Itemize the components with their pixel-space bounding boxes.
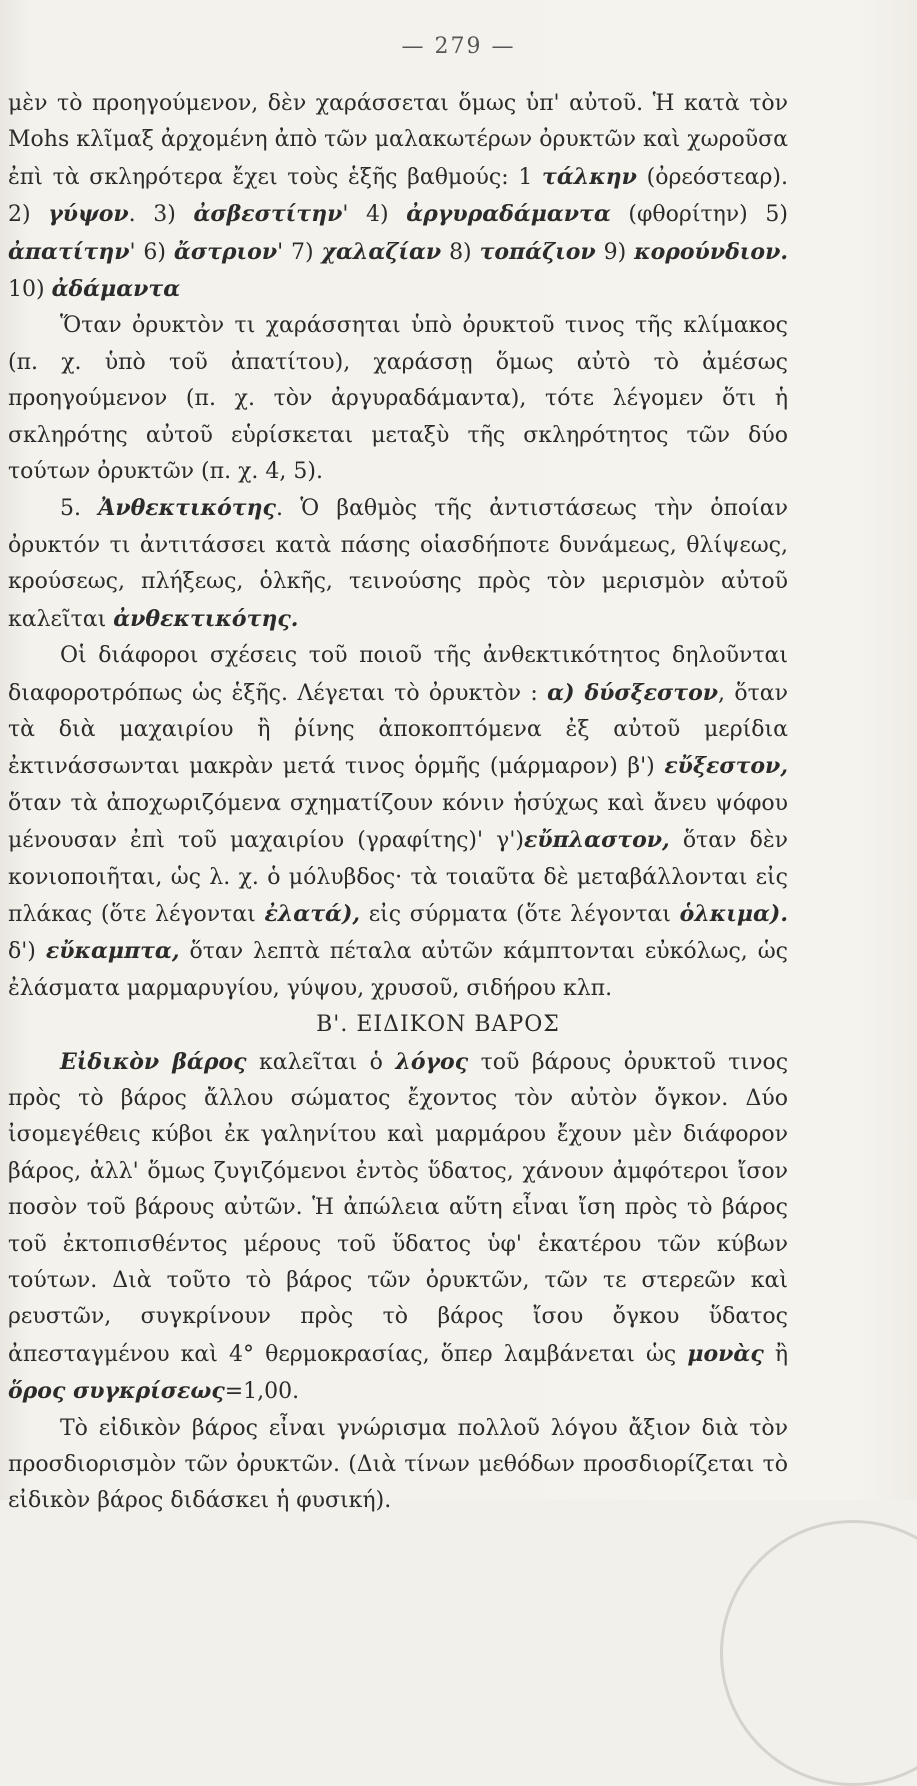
paragraph-hardness-scale: μὲν τὸ προηγούμενον, δὲν χαράσσεται ὅμως ὑπ' αὐτοῦ. Ἡ κατὰ τὸν Mohs κλῖμαξ ἀρχομένη ἀπὸ τῶν μαλακωτέρων ὀρυκτῶν καὶ χωροῦσα ἐπὶ τὰ σκληρότερα ἔχει τοὺς ἑξῆς βαθμούς: 1 τάλκην (ὀρεόστεαρ). 2) γύψον. 3) ἀσβεστίτην' 4) ἀργυραδάμαντα (φθορίτην) 5) ἀπατίτην' 6) ἄστριον' 7) χαλαζίαν 8) τοπάζιον 9) κορούνδιον. 10) ἀδάμαντα xyxy=(8,91,789,303)
term-malleable: εὔπλαστον, xyxy=(523,827,670,854)
library-stamp xyxy=(720,1520,917,1786)
term-ductile: ἐλατά), xyxy=(264,900,361,927)
term-feldspar: ἄστριον xyxy=(173,238,278,265)
term-flexible: εὔκαμπτα, xyxy=(45,938,180,965)
term-sectile: εὔξεστον, xyxy=(664,753,788,780)
term-gypsum: γύψον xyxy=(48,201,129,228)
body-text xyxy=(8,86,788,1520)
term-calcite: ἀσβεστίτην xyxy=(193,201,343,228)
paragraph-tenacity: 5. Ἀνθεκτικότης. Ὁ βαθμὸς τῆς ἀντιστάσεως τὴν ὁποίαν ὀρυκτόν τι ἀντιτάσσει κατὰ πάσης οἱασδήποτε δυνάμεως, θλίψεως, κρούσεως, πλήξεως, ὁλκῆς, τεινούσης πρὸς τὸν μερισμὸν αὐτοῦ καλεῖται ἀνθεκτικότης. xyxy=(8,495,789,632)
paragraph-specific-gravity-note: Τὸ εἰδικὸν βάρος εἶναι γνώρισμα πολλοῦ λόγου ἄξιον διὰ τὸν προσδιορισμὸν τῶν ὀρυκτῶν. (Διὰ τίνων μεθόδων προσδιορίζεται τὸ εἰδικὸν βάρος διδάσκει ἡ φυσική). xyxy=(8,1415,788,1514)
paragraph-hardness-example: Ὅταν ὀρυκτὸν τι χαράσσηται ὑπὸ ὀρυκτοῦ τινος τῆς κλίμακος (π. χ. ὑπὸ τοῦ ἀπατίτου), χαράσσῃ ὅμως αὐτὸ τὸ ἀμέσως προηγούμενον (π. χ. τὸν ἀργυραδάμαντα), τότε λέγομεν ὅτι ἡ σκληρότης αὐτοῦ εὑρίσκεται μεταξὺ τῆς σκληρότητος τῶν δύο τούτων ὀρυκτῶν (π. χ. 4, 5). xyxy=(8,313,788,485)
term-specific-gravity: Εἰδικὸν βάρος xyxy=(60,1048,247,1075)
term-diamond: ἀδάμαντα xyxy=(51,276,181,303)
term-tenacity: ἀνθεκτικότης. xyxy=(113,605,299,632)
term-reference: ὅρος συγκρίσεως xyxy=(8,1378,225,1405)
term-corundum: κορούνδιον. xyxy=(634,238,789,265)
section-heading-specific-gravity: Β'. ΕΙΔΙΚΟΝ ΒΑΡΟΣ xyxy=(316,1012,560,1038)
term-fluorite: ἀργυραδάμαντα xyxy=(406,201,611,228)
section-title-tenacity: Ἀνθεκτικότης xyxy=(98,495,276,522)
paragraph-specific-gravity: Εἰδικὸν βάρος καλεῖται ὁ λόγος τοῦ βάρους ὀρυκτοῦ τινος πρὸς τὸ βάρος ἄλλου σώματος ἔχοντος τὸν αὐτὸν ὄγκον. Δύο ἰσομεγέθεις κύβοι ἐκ γαληνίτου καὶ μαρμάρου ἔχουν μὲν διάφορον βάρος, ἀλλ' ὅμως ζυγιζόμενοι ἐντὸς ὕδατος, χάνουν ἀμφότεροι ἴσον ποσὸν τοῦ βάρους αὐτῶν. Ἡ ἀπώλεια αὕτη εἶναι ἴση πρὸς τὸ βάρος τοῦ ἐκτοπισθέντος μέρους τοῦ ὕδατος ὑφ' ἑκατέρου τῶν κύβων τούτων. Διὰ τοῦτο τὸ βάρος τῶν ὀρυκτῶν, τῶν τε στερεῶν καὶ ρευστῶν, συγκρίνουν πρὸς τὸ βάρος ἴσου ὄγκου ὕδατος ἀπεσταγμένου καὶ 4° θερμοκρασίας, ὅπερ λαμβάνεται ὡς μονὰς ἢ ὅρος συγκρίσεως=1,00. xyxy=(8,1048,789,1405)
page-number: — 279 — xyxy=(401,34,516,59)
term-quartz: χαλαζίαν xyxy=(321,238,442,265)
term-ratio: λόγος xyxy=(395,1048,469,1075)
term-topaz: τοπάζιον xyxy=(479,238,596,265)
term-drawable: ὁλκιμα). xyxy=(679,900,788,927)
term-apatite: ἀπατίτην xyxy=(8,238,130,265)
term-brittle: α) δύσξεστον xyxy=(547,679,719,706)
term-talc: τάλκην xyxy=(542,163,637,190)
term-unit: μονὰς xyxy=(687,1340,764,1367)
paragraph-tenacity-types: Οἱ διάφοροι σχέσεις τοῦ ποιοῦ τῆς ἀνθεκτικότητος δηλοῦνται διαφοροτρόπως ὡς ἑξῆς. Λέγεται τὸ ὀρυκτὸν : α) δύσξεστον, ὅταν τὰ διὰ μαχαιρίου ἢ ῥίνης ἀποκοπτόμενα ἐξ αὐτοῦ μερίδια ἐκτινάσσωνται μακρὰν μετά τινος ὁρμῆς (μάρμαρον) β') εὔξεστον, ὅταν τὰ ἀποχωριζόμενα σχηματίζουν κόνιν ἡσύχως καὶ ἄνευ ψόφου μένουσαν ἐπὶ τοῦ μαχαιρίου (γραφίτης)' γ')εὔπλαστον, ὅταν δὲν κονιοποιῆται, ὡς λ. χ. ὁ μόλυβδος· τὰ τοιαῦτα δὲ μεταβάλλονται εἰς πλάκας (ὅτε λέγονται ἐλατά), εἰς σύρματα (ὅτε λέγονται ὁλκιμα). δ') εὔκαμπτα, ὅταν λεπτὰ πέταλα αὐτῶν κάμπτονται εὐκόλως, ὡς ἐλάσματα μαρμαρυγίου, γύψου, χρυσοῦ, σιδήρου κλπ. xyxy=(8,643,788,1001)
